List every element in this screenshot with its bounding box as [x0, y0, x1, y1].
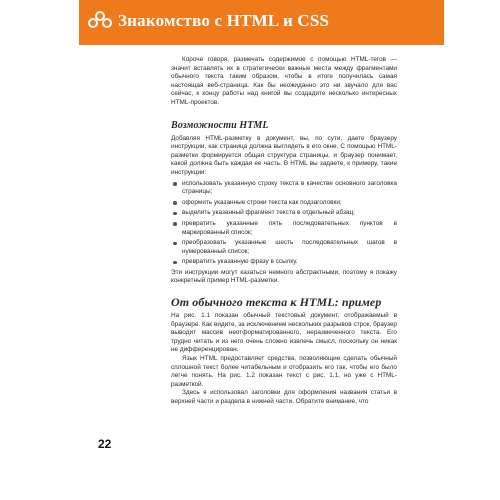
bullet-icon	[173, 222, 177, 226]
chapter-header	[79, 0, 444, 45]
section2-paragraph: Язык HTML предоставляет средства, позволяющие сделать обычный сплошной текст более читабельным и отобразить его так, чтобы его было легче понять. На рис. 1.2 показан текст с рис. 1.1, но уже с HTML-разметкой.	[171, 355, 397, 388]
bullet-icon	[173, 212, 177, 216]
section-heading-html-features: Возможности HTML	[171, 119, 269, 131]
page-number: 22	[98, 437, 112, 451]
bullet-icon	[173, 261, 177, 265]
list-item: превратить указанные пять последовательных пунктов в маркированный список;	[171, 220, 397, 237]
section2-paragraph: На рис. 1.1 показан обычный текстовый документ, отображаемый в браузере. Как видите, за исключением нескольких разрывов строк, браузер выводит массив неотформатированного, неразмеченного текста. Его трудно читать и из него очень сложно извлечь смысл, поскольку он никак не дифференцирован.	[171, 312, 397, 354]
bullet-icon	[173, 182, 177, 186]
section2-paragraph: Здесь я использовал заголовки для оформления названия статьи в верхней части и раздела в нижней части. Обратите внимание, что	[171, 389, 397, 405]
intro-paragraph: Короче говоря, размечать содержимое с помощью HTML-тегов — значит вставлять их в стратегически важные места между фрагментами обычного текста таким образом, чтобы в итоге получилась самая настоящая веб-страница. Как бы неожиданно это ни звучало для вас сейчас, к концу работы над книгой вы создадите несколько интересных HTML-проектов.	[171, 56, 397, 106]
list-item: оформить указанные строки текста как подзаголовки;	[171, 199, 397, 208]
list-item: выделить указанный фрагмент текста в отдельный абзац;	[171, 209, 397, 218]
section1-closing: Эти инструкции могут казаться немного абстрактными, поэтому я покажу конкретный пример HTML-разметки.	[171, 268, 397, 285]
list-item: превратить указанную фразу в ссылку.	[171, 258, 397, 267]
chapter-title: Знакомство с HTML и CSS	[118, 11, 330, 30]
instructions-list	[171, 180, 397, 267]
bullet-icon	[173, 242, 177, 246]
section-heading-text-to-html: От обычного текста к HTML: пример	[171, 295, 382, 310]
section1-paragraph: Добавляя HTML-разметку в документ, вы, по сути, даете браузеру инструкции, как страница должна выглядеть в его окне. С помощью HTML-разметки формируется общая структура страницы, и браузер понимает, какой должна быть каждая ее часть. В HTML вы задаете, к примеру, такие инструкции:	[171, 134, 397, 176]
list-item: использовать указанную строку текста в качестве основного заголовка страницы;	[171, 180, 397, 197]
bullet-icon	[173, 201, 177, 205]
chain-logo-icon	[87, 9, 113, 31]
list-item: преобразовать указанные шесть последовательных шагов в нумерованный список;	[171, 239, 397, 256]
page-content	[171, 56, 397, 407]
